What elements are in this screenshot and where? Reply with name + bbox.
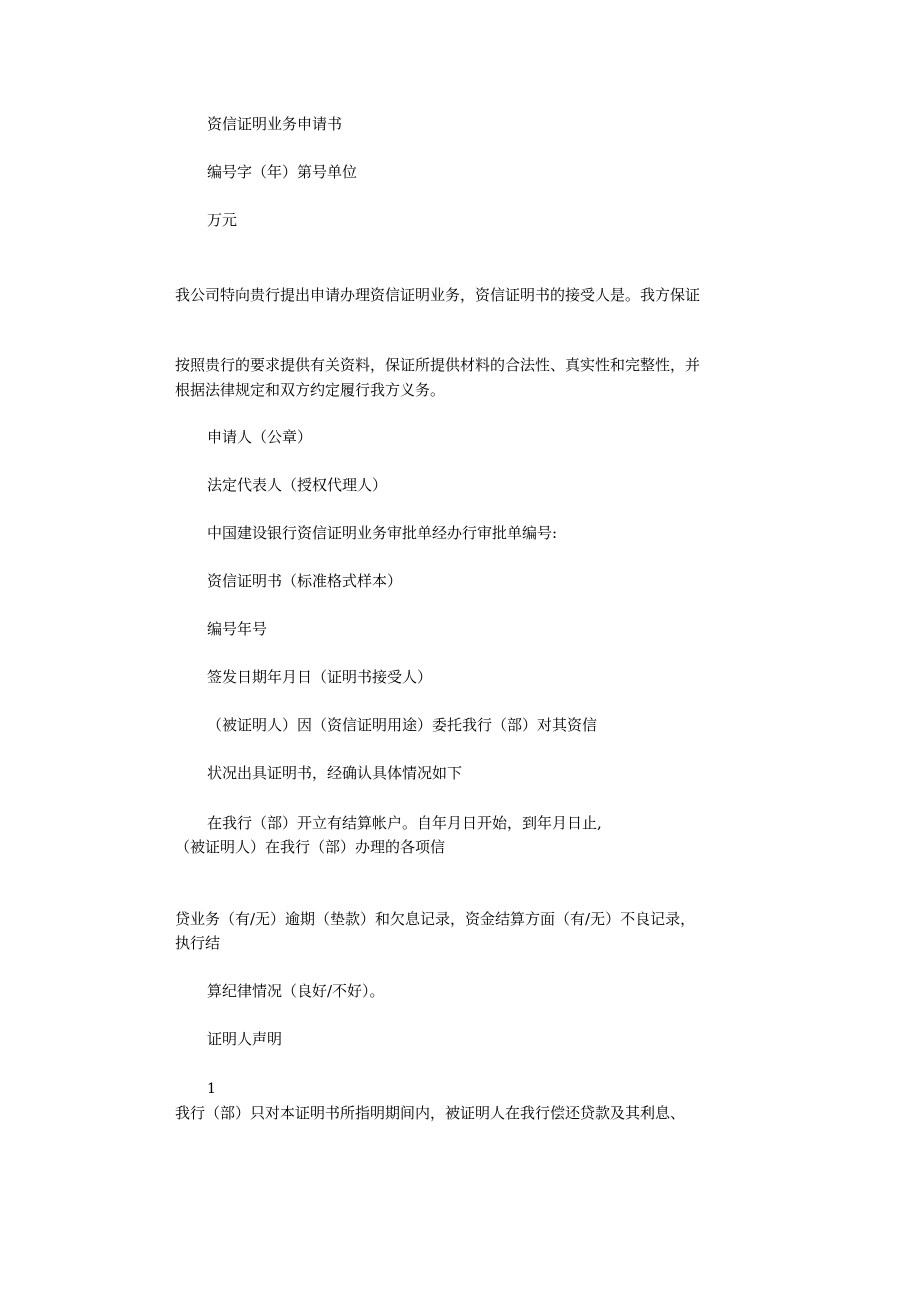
page-number: 1 xyxy=(207,1081,216,1097)
applicant-line: 申请人（公章） xyxy=(207,428,313,446)
paragraph-1: 我公司特向贵行提出申请办理资信证明业务，资信证明书的接受人是。我方保证 xyxy=(175,286,701,304)
certificate-number-line: 编号年号 xyxy=(207,620,268,638)
account-line-1: 在我行（部）开立有结算帐户。自年月日开始，到年月日止, xyxy=(207,814,602,832)
entrust-line: （被证明人）因（资信证明用途）委托我行（部）对其资信 xyxy=(207,716,598,734)
number-line: 编号字（年）第号单位 xyxy=(207,163,358,181)
paragraph-2-line-2: 根据法律规定和双方约定履行我方义务。 xyxy=(175,381,446,399)
loan-line-2: 执行结 xyxy=(175,934,221,952)
declaration-title: 证明人声明 xyxy=(207,1030,283,1048)
status-line: 状况出具证明书，经确认具体情况如下 xyxy=(207,764,463,782)
discipline-line: 算纪律情况（良好/不好）。 xyxy=(207,982,385,1000)
legal-representative-line: 法定代表人（授权代理人） xyxy=(207,476,388,494)
document-title: 资信证明业务申请书 xyxy=(207,115,343,133)
certificate-title: 资信证明书（标准格式样本） xyxy=(207,572,403,590)
issue-date-line: 签发日期年月日（证明书接受人） xyxy=(207,668,433,686)
declaration-line-1: 我行（部）只对本证明书所指明期间内，被证明人在我行偿还贷款及其利息、 xyxy=(175,1104,686,1122)
paragraph-2-line-1: 按照贵行的要求提供有关资料，保证所提供材料的合法性、真实性和完整性，并 xyxy=(175,356,701,374)
loan-line-1: 贷业务（有/无）逾期（垫款）和欠息记录，资金结算方面（有/无）不良记录， xyxy=(175,910,696,928)
unit-line: 万元 xyxy=(207,211,238,229)
approval-number-line: 中国建设银行资信证明业务审批单经办行审批单编号: xyxy=(207,524,558,542)
account-line-2: （被证明人）在我行（部）办理的各项信 xyxy=(175,838,446,856)
